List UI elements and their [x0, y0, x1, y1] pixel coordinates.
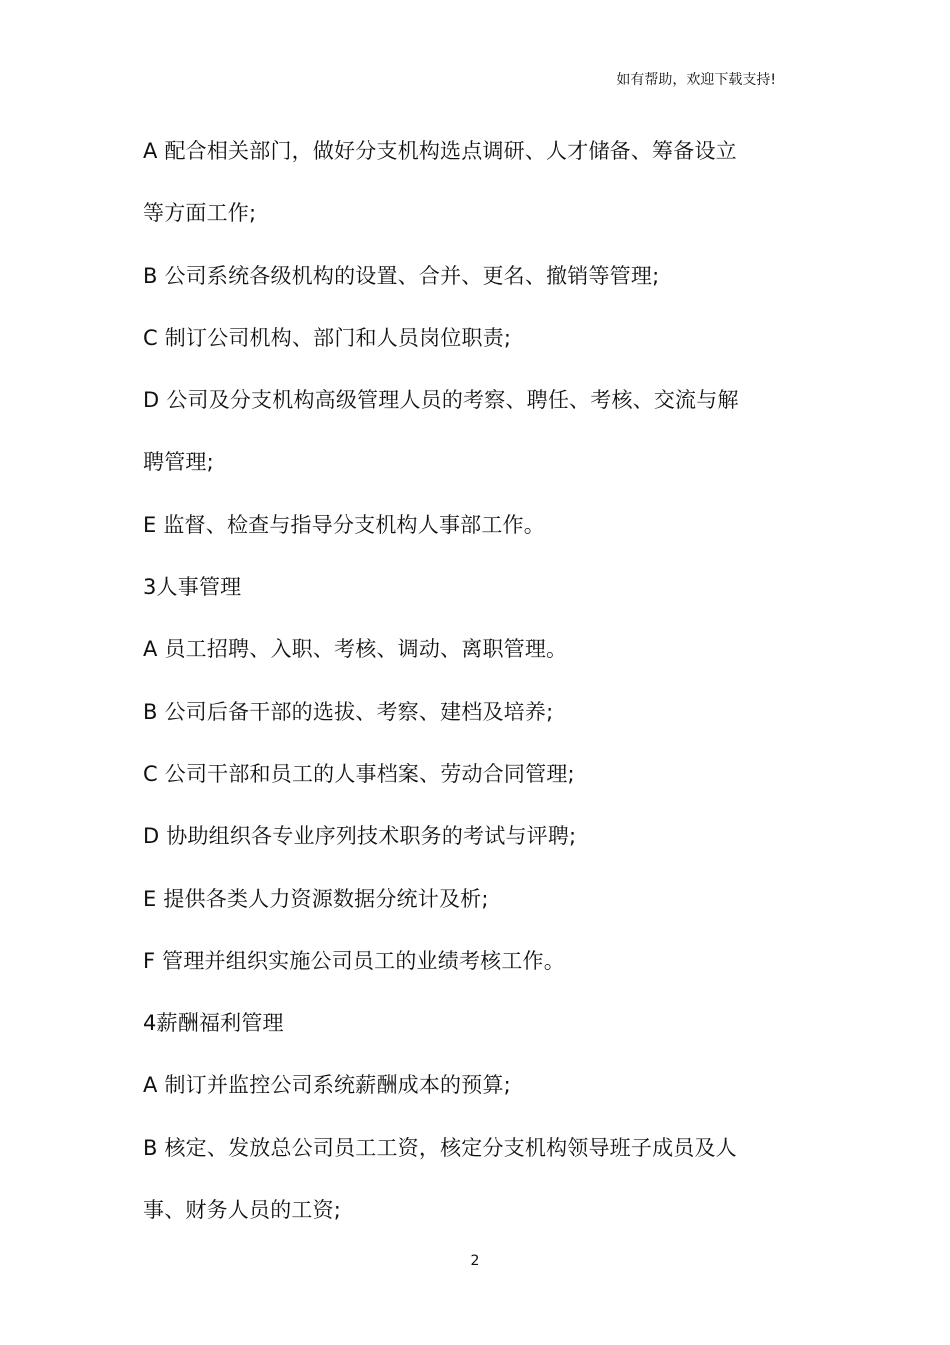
text-line: D 协助组织各专业序列技术职务的考试与评聘;: [143, 824, 577, 849]
section-heading-compensation: 4薪酬福利管理: [143, 1011, 284, 1036]
text-line: 事、财务人员的工资;: [143, 1198, 342, 1223]
text-line: D 公司及分支机构高级管理人员的考察、聘任、考核、交流与解: [143, 388, 739, 413]
text-line: C 制订公司机构、部门和人员岗位职责;: [143, 325, 512, 350]
text-line: B 公司后备干部的选拔、考察、建档及培养;: [143, 699, 554, 724]
text-line: E 监督、检查与指导分支机构人事部工作。: [143, 512, 545, 537]
text-line: C 公司干部和员工的人事档案、劳动合同管理;: [143, 761, 575, 786]
text-line: F 管理并组织实施公司员工的业绩考核工作。: [143, 948, 565, 973]
text-line: A 配合相关部门，做好分支机构选点调研、人才储备、筹备设立: [143, 139, 737, 163]
section-heading-hr-management: 3人事管理: [143, 575, 242, 600]
text-line: E 提供各类人力资源数据分统计及析;: [143, 886, 489, 911]
text-line: A 制订并监控公司系统薪酬成本的预算;: [143, 1073, 511, 1098]
text-line: 聘管理;: [143, 450, 214, 475]
text-line: A 员工招聘、入职、考核、调动、离职管理。: [143, 637, 568, 662]
header-note: 如有帮助，欢迎下载支持!: [616, 72, 776, 88]
body-text: [143, 136, 783, 1257]
text-line: B 公司系统各级机构的设置、合并、更名、撤销等管理;: [143, 263, 660, 288]
text-line: 等方面工作;: [143, 201, 257, 226]
page-number: 2: [470, 1253, 480, 1269]
text-line: B 核定、发放总公司员工工资，核定分支机构领导班子成员及人: [143, 1135, 737, 1160]
